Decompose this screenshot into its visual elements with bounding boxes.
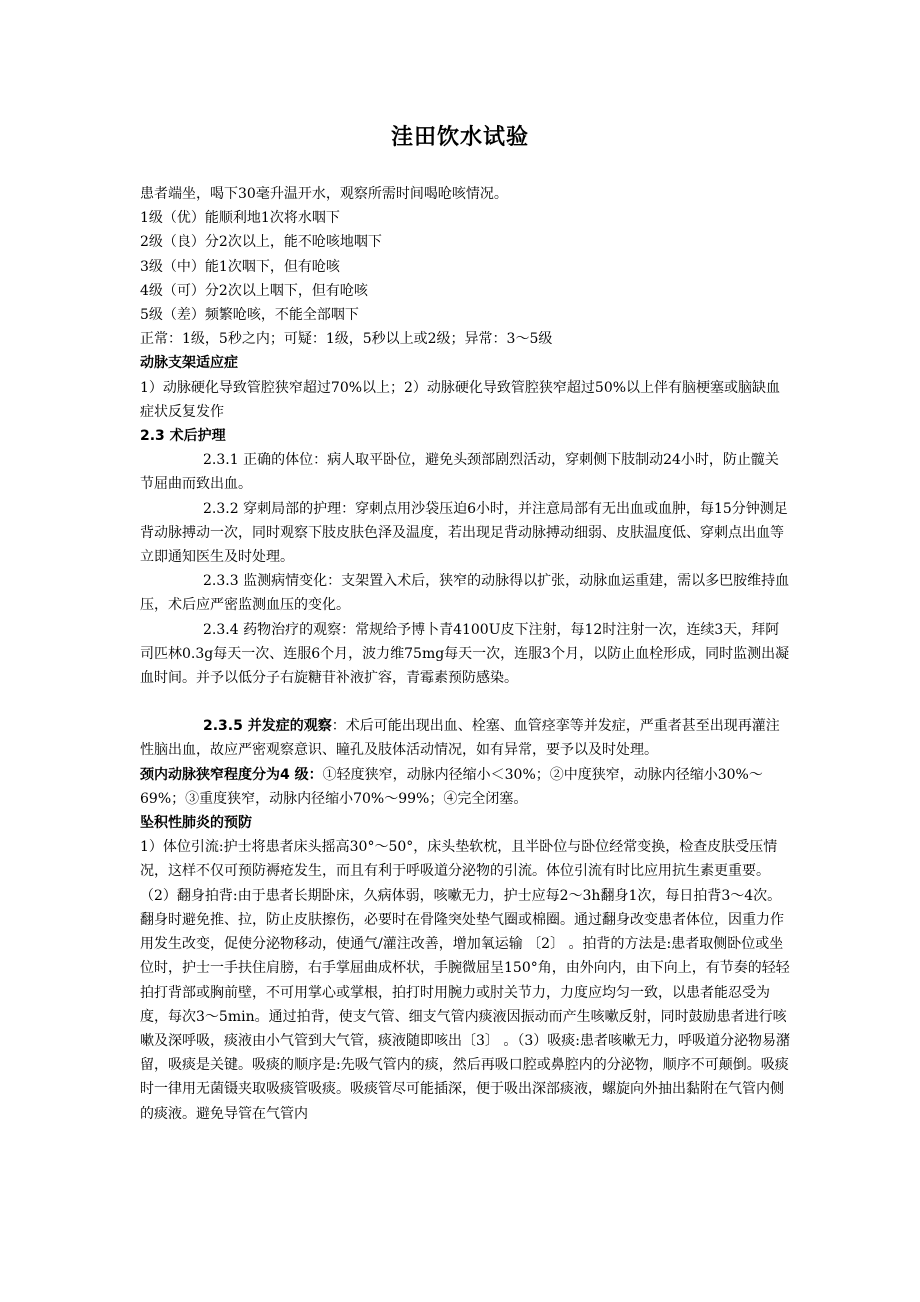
grade-3-line: 3级（中）能1次咽下，但有呛咳 [140,258,340,275]
paragraph-spacer [140,690,790,714]
postop-paragraph-4: 2.3.4 药物治疗的观察：常规给予博卜青4100U皮下注射，每12时注射一次，连续3天，拜阿司匹林0.3g每天一次、连服6个月，波力维75mg每天一次，连服3个月，以防止血栓形成，同时监测出凝血时间。并予以低分子右旋糖苷补液扩容，青霉素预防感染。 [140,621,790,687]
document-body [140,182,790,1126]
stenosis-label: 颈内动脉狭窄程度分为4 级： [140,766,323,783]
intro-line: 患者端坐，喝下30毫升温开水，观察所需时间喝呛咳情况。 [140,186,508,202]
pneumonia-text: 1）体位引流:护士将患者床头摇高30°～50°，床头垫软枕，且半卧位与卧位经常变换，检查皮肤受压情况，这样不仅可预防褥疮发生，而且有利于呼吸道分泌物的引流。体位引流有时比应用抗生素更重要。（2）翻身拍背:由于患者长期卧床，久病体弱，咳嗽无力，护士应每2～3h翻身1次，每日拍背3～4次。翻身时避免推、拉，防止皮肤擦伤，必要时在骨隆突处垫气圈或棉圈。通过翻身改变患者体位，因重力作用发生改变，促使分泌物移动，使通气/灌注改善，增加氧运输 〔2〕 。拍背的方法是:患者取侧卧位或坐位时，护士一手扶住肩膀，右手掌屈曲成杯状，手腕微屈呈150°角，由外向内，由下向上，有节奏的轻轻拍打背部或胸前壁，不可用掌心或掌根，拍打时用腕力或肘关节力，力度应均匀一致，以患者能忍受为度，每次3～5min。通过拍背，使支气管、细支气管内痰液因振动而产生咳嗽反射，同时鼓励患者进行咳嗽及深呼吸，痰液由小气管到大气管，痰液随即咳出〔3〕 。（3）吸痰:患者咳嗽无力，呼吸道分泌物易潴留，吸痰是关键。吸痰的顺序是:先吸气管内的痰，然后再吸口腔或鼻腔内的分泌物，顺序不可颠倒。吸痰时一律用无菌镊夹取吸痰管吸痰。吸痰管尽可能插深，便于吸出深部痰液，螺旋向外抽出黏附在气管内侧的痰液。避免导管在气管内 [140,839,790,1122]
stent-heading: 动脉支架适应症 [140,355,238,372]
page-title: 洼田饮水试验 [390,125,529,150]
stenosis-paragraph [140,763,790,811]
grade-2-line: 2级（良）分2次以上，能不呛咳地咽下 [140,234,382,251]
stent-text: 1）动脉硬化导致管腔狭窄超过70%以上；2）动脉硬化导致管腔狭窄超过50%以上伴有脑梗塞或脑缺血症状反复发作 [140,379,781,420]
postop-paragraph-3: 2.3.3 监测病情变化：支架置入术后，狭窄的动脉得以扩张，动脉血运重建，需以多巴胺维持血压，术后应严密监测血压的变化。 [140,573,790,614]
postop-paragraph-1: 2.3.1 正确的体位：病人取平卧位，避免头颈部剧烈活动，穿刺侧下肢制动24小时，防止髋关节屈曲而致出血。 [140,452,779,493]
normal-criteria-line: 正常：1级，5秒之内；可疑：1级，5秒以上或2级；异常：3～5级 [140,331,553,348]
pneumonia-heading: 坠积性肺炎的预防 [140,815,252,832]
postop-heading: 2.3 术后护理 [140,428,226,445]
complication-text: ：术后可能出现出血、栓塞、血管痉挛等并发症，严重者甚至出现再灌注性脑出血，故应严密观察意识、瞳孔及肢体活动情况，如有异常，要予以及时处理。 [140,718,780,759]
grade-4-line: 4级（可）分2次以上咽下，但有呛咳 [140,282,368,299]
postop-paragraph-5 [140,714,790,762]
grade-5-line: 5级（差）频繁呛咳，不能全部咽下 [140,307,359,324]
complication-label: 2.3.5 并发症的观察 [203,718,332,735]
postop-paragraph-2: 2.3.2 穿刺局部的护理：穿刺点用沙袋压迫6小时，并注意局部有无出血或血肿，每15分钟测足背动脉搏动一次，同时观察下肢皮肤色泽及温度，若出现足背动脉搏动细弱、皮肤温度低、穿刺点出血等立即通知医生及时处理。 [140,500,788,566]
grade-1-line: 1级（优）能顺利地1次将水咽下 [140,210,340,227]
stenosis-text: ①轻度狭窄，动脉内径缩小＜30%；②中度狭窄，动脉内径缩小30%～69%；③重度狭窄，动脉内径缩小70%～99%；④完全闭塞。 [140,766,763,807]
